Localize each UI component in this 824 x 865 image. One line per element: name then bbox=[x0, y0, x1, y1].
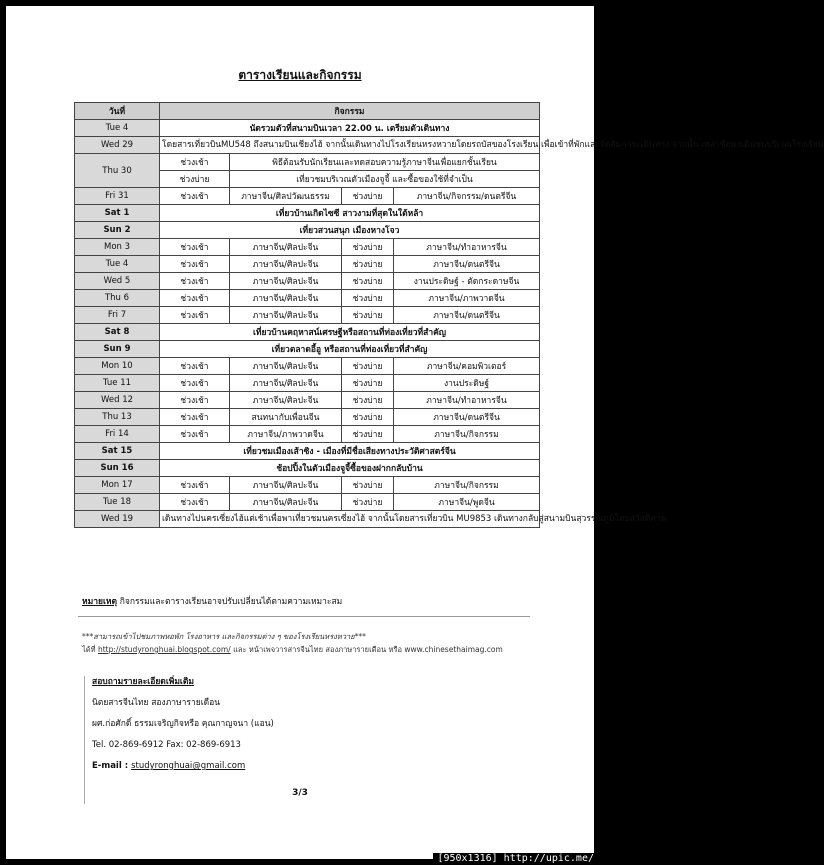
period-morning: ช่วงเช้า bbox=[160, 477, 230, 494]
table-row bbox=[75, 511, 540, 528]
day-cell: Fri 7 bbox=[75, 307, 160, 324]
note-label: หมายเหตุ bbox=[82, 597, 117, 607]
table-row bbox=[75, 324, 540, 341]
table-row bbox=[75, 392, 540, 409]
table-row bbox=[75, 239, 540, 256]
activity-afternoon: ภาษาจีน/ภาพวาดจีน bbox=[394, 290, 540, 307]
period-afternoon: ช่วงบ่าย bbox=[342, 256, 394, 273]
period-morning: ช่วงเช้า bbox=[160, 409, 230, 426]
table-row bbox=[75, 120, 540, 137]
day-cell: Wed 5 bbox=[75, 273, 160, 290]
schedule-body bbox=[75, 120, 824, 528]
period-morning: ช่วงเช้า bbox=[160, 426, 230, 443]
activity-cell: เที่ยวสวนสนุก เมืองหางโจว bbox=[160, 222, 540, 239]
table-row bbox=[75, 409, 540, 426]
day-cell: Thu 13 bbox=[75, 409, 160, 426]
period-morning: ช่วงเช้า bbox=[160, 239, 230, 256]
activity-cell: เที่ยวบ้านเกิดไซซี สาวงามที่สุดในใต้หล้า bbox=[160, 205, 540, 222]
contact-tel: Tel. 02-869-6912 Fax: 02-869-6913 bbox=[92, 740, 241, 750]
activity-morning: ภาษาจีน/ภาพวาดจีน bbox=[230, 426, 342, 443]
activity-morning: ภาษาจีน/ศิลปะจีน bbox=[230, 392, 342, 409]
table-row bbox=[75, 222, 540, 239]
period-afternoon: ช่วงบ่าย bbox=[342, 409, 394, 426]
activity-morning: ภาษาจีน/ศิลปะจีน bbox=[230, 307, 342, 324]
table-row bbox=[75, 205, 540, 222]
period-afternoon: ช่วงบ่าย bbox=[342, 239, 394, 256]
activity-afternoon: ภาษาจีน/ดนตรีจีน bbox=[394, 256, 540, 273]
footer-line-1: ***สามารถเข้าไปชมภาพหอพัก โรงอาหาร และกิจกรรมต่าง ๆ ของโรงเรียนหรงหวาย*** bbox=[82, 632, 366, 641]
watermark: [950x1316] http://upic.me/ bbox=[433, 853, 598, 865]
activity-morning: ภาษาจีน/ศิลปะจีน bbox=[230, 256, 342, 273]
day-cell: Sun 16 bbox=[75, 460, 160, 477]
day-cell: Fri 14 bbox=[75, 426, 160, 443]
table-row bbox=[75, 188, 540, 205]
period-morning: ช่วงเช้า bbox=[160, 154, 230, 171]
activity-afternoon: ภาษาจีน/พูดจีน bbox=[394, 494, 540, 511]
activity-afternoon: ภาษาจีน/ทำอาหารจีน bbox=[394, 392, 540, 409]
activity-morning: พิธีต้อนรับนักเรียนและทดสอบความรู้ภาษาจีนเพื่อแยกชั้นเรียน bbox=[230, 154, 540, 171]
footer-pre: ได้ที่ bbox=[82, 645, 98, 654]
activity-morning: ภาษาจีน/ศิลปะจีน bbox=[230, 375, 342, 392]
period-morning: ช่วงเช้า bbox=[160, 494, 230, 511]
activity-morning: ภาษาจีน/ศิลปะจีน bbox=[230, 239, 342, 256]
table-row bbox=[75, 358, 540, 375]
schedule-table bbox=[74, 102, 824, 528]
table-row bbox=[75, 273, 540, 290]
activity-afternoon: ภาษาจีน/คอมพิวเตอร์ bbox=[394, 358, 540, 375]
day-cell: Sun 9 bbox=[75, 341, 160, 358]
day-cell: Wed 19 bbox=[75, 511, 160, 528]
email-link[interactable]: studyronghuai@gmail.com bbox=[131, 761, 246, 771]
period-afternoon: ช่วงบ่าย bbox=[160, 171, 230, 188]
footer-line-2 bbox=[82, 644, 503, 656]
activity-afternoon: เที่ยวชมบริเวณตัวเมืองจูจี้ และซื้อของใช้ที่จำเป็น bbox=[230, 171, 540, 188]
day-cell: Fri 31 bbox=[75, 188, 160, 205]
day-cell: Sat 8 bbox=[75, 324, 160, 341]
period-afternoon: ช่วงบ่าย bbox=[342, 358, 394, 375]
table-row bbox=[75, 307, 540, 324]
divider bbox=[78, 616, 530, 617]
activity-afternoon: งานประดิษฐ์ - ตัดกระดาษจีน bbox=[394, 273, 540, 290]
activity-cell: เดินทางไปนครเซี่ยงไฮ้แต่เช้าเพื่อพาเที่ยวชมนครเซี่ยงไฮ้ จากนั้นโดยสารเที่ยวบิน MU9853 เดินทางกลับสู่สนามบินสุวรรณภูมิโดยสวัสดิภาพ bbox=[160, 511, 540, 528]
day-cell: Sun 2 bbox=[75, 222, 160, 239]
period-afternoon: ช่วงบ่าย bbox=[342, 290, 394, 307]
header-activity: กิจกรรม bbox=[160, 103, 540, 120]
activity-afternoon: งานประดิษฐ์ bbox=[394, 375, 540, 392]
activity-cell: เที่ยวบ้านคฤหาสน์เศรษฐีหรือสถานที่ท่องเที่ยวที่สำคัญ bbox=[160, 324, 540, 341]
activity-cell: โดยสารเที่ยวบินMU548 ถึงสนามบินเชียงไฮ้ จากนั้นเดินทางไปโรงเรียนหรงหวายโดยรถบัสของโรงเรียน เพื่อเข้าที่พักและจัดสัมภาระเดินทาง จากนั้น เหล่าซือพาเดินชมบริเวณโรงเรียน bbox=[160, 137, 540, 154]
period-morning: ช่วงเช้า bbox=[160, 290, 230, 307]
activity-afternoon: ภาษาจีน/กิจกรรม bbox=[394, 477, 540, 494]
day-cell: Tue 11 bbox=[75, 375, 160, 392]
activity-cell: ช้อปปิ้งในตัวเมืองจูจี้ซื้อของฝากกลับบ้าน bbox=[160, 460, 540, 477]
activity-cell: เที่ยวตลาดอี้อู หรือสถานที่ท่องเที่ยวที่สำคัญ bbox=[160, 341, 540, 358]
day-cell: Sat 1 bbox=[75, 205, 160, 222]
activity-cell: เที่ยวชมเมืองเส้าซิง - เมืองที่มีชื่อเสียงทางประวัติศาสตร์จีน bbox=[160, 443, 540, 460]
period-afternoon: ช่วงบ่าย bbox=[342, 392, 394, 409]
table-row bbox=[75, 443, 540, 460]
day-cell: Mon 17 bbox=[75, 477, 160, 494]
table-row bbox=[75, 290, 540, 307]
activity-morning: ภาษาจีน/ศิลปะจีน bbox=[230, 358, 342, 375]
day-cell: Mon 3 bbox=[75, 239, 160, 256]
contact-line-2: ผศ.ก่อศักดิ์ ธรรมเจริญกิจหรือ คุณกาญจนา (แอน) bbox=[92, 719, 274, 729]
day-cell: Thu 30 bbox=[75, 154, 160, 188]
day-cell: Thu 6 bbox=[75, 290, 160, 307]
day-cell: Tue 4 bbox=[75, 256, 160, 273]
table-row bbox=[75, 341, 540, 358]
activity-afternoon: ภาษาจีน/ดนตรีจีน bbox=[394, 307, 540, 324]
activity-afternoon: ภาษาจีน/กิจกรรม bbox=[394, 426, 540, 443]
activity-morning: ภาษาจีน/ศิลปะจีน bbox=[230, 273, 342, 290]
table-row bbox=[75, 137, 540, 154]
contact-bar bbox=[84, 676, 85, 804]
note bbox=[82, 594, 342, 608]
contact-email-line bbox=[92, 756, 274, 777]
contact-block bbox=[92, 672, 274, 777]
footer-post: และ หน้าเพจวารสารจีนไทย สองภาษารายเดือน หรือ www.chinesethaimag.com bbox=[230, 645, 503, 654]
activity-morning: สนทนากับเพื่อนจีน bbox=[230, 409, 342, 426]
table-row bbox=[75, 375, 540, 392]
table-row bbox=[75, 477, 540, 494]
table-row bbox=[75, 460, 540, 477]
blog-link[interactable]: http://studyronghuai.blogspot.com/ bbox=[97, 645, 231, 654]
period-afternoon: ช่วงบ่าย bbox=[342, 426, 394, 443]
activity-morning: ภาษาจีน/ศิลปะจีน bbox=[230, 290, 342, 307]
period-morning: ช่วงเช้า bbox=[160, 307, 230, 324]
day-cell: Tue 4 bbox=[75, 120, 160, 137]
day-cell: Wed 29 bbox=[75, 137, 160, 154]
page-title: ตารางเรียนและกิจกรรม bbox=[238, 68, 362, 82]
table-header-row bbox=[75, 103, 540, 120]
activity-morning: ภาษาจีน/ศิลปะจีน bbox=[230, 494, 342, 511]
email-label: E-mail : bbox=[92, 761, 132, 771]
day-cell: Tue 18 bbox=[75, 494, 160, 511]
table-row bbox=[75, 154, 540, 171]
activity-cell: นัดรวมตัวที่สนามบินเวลา 22.00 น. เตรียมตัวเดินทาง bbox=[160, 120, 540, 137]
activity-morning: ภาษาจีน/ศิลปะจีน bbox=[230, 477, 342, 494]
activity-morning: ภาษาจีน/ศิลปวัฒนธรรม bbox=[230, 188, 342, 205]
period-afternoon: ช่วงบ่าย bbox=[342, 307, 394, 324]
document-page bbox=[6, 6, 824, 859]
header-day: วันที่ bbox=[75, 103, 160, 120]
table-row bbox=[75, 256, 540, 273]
page-number: 3/3 bbox=[292, 788, 308, 798]
activity-afternoon: ภาษาจีน/ทำอาหารจีน bbox=[394, 239, 540, 256]
period-afternoon: ช่วงบ่าย bbox=[342, 375, 394, 392]
day-cell: Wed 12 bbox=[75, 392, 160, 409]
period-afternoon: ช่วงบ่าย bbox=[342, 273, 394, 290]
contact-line-1: นิตยสารจีนไทย สองภาษารายเดือน bbox=[92, 698, 221, 708]
period-morning: ช่วงเช้า bbox=[160, 375, 230, 392]
contact-heading: สอบถามรายละเอียดเพิ่มเติม bbox=[92, 677, 194, 687]
table-row bbox=[75, 426, 540, 443]
activity-afternoon: ภาษาจีน/กิจกรรม/ดนตรีจีน bbox=[394, 188, 540, 205]
period-morning: ช่วงเช้า bbox=[160, 273, 230, 290]
period-morning: ช่วงเช้า bbox=[160, 188, 230, 205]
day-cell: Sat 15 bbox=[75, 443, 160, 460]
period-morning: ช่วงเช้า bbox=[160, 392, 230, 409]
table-row bbox=[75, 494, 540, 511]
period-afternoon: ช่วงบ่าย bbox=[342, 477, 394, 494]
day-cell: Mon 10 bbox=[75, 358, 160, 375]
period-afternoon: ช่วงบ่าย bbox=[342, 494, 394, 511]
period-afternoon: ช่วงบ่าย bbox=[342, 188, 394, 205]
note-text: กิจกรรมและตารางเรียนอาจปรับเปลี่ยนได้ตามความเหมาะสม bbox=[117, 597, 343, 607]
period-morning: ช่วงเช้า bbox=[160, 256, 230, 273]
period-morning: ช่วงเช้า bbox=[160, 358, 230, 375]
activity-afternoon: ภาษาจีน/ดนตรีจีน bbox=[394, 409, 540, 426]
